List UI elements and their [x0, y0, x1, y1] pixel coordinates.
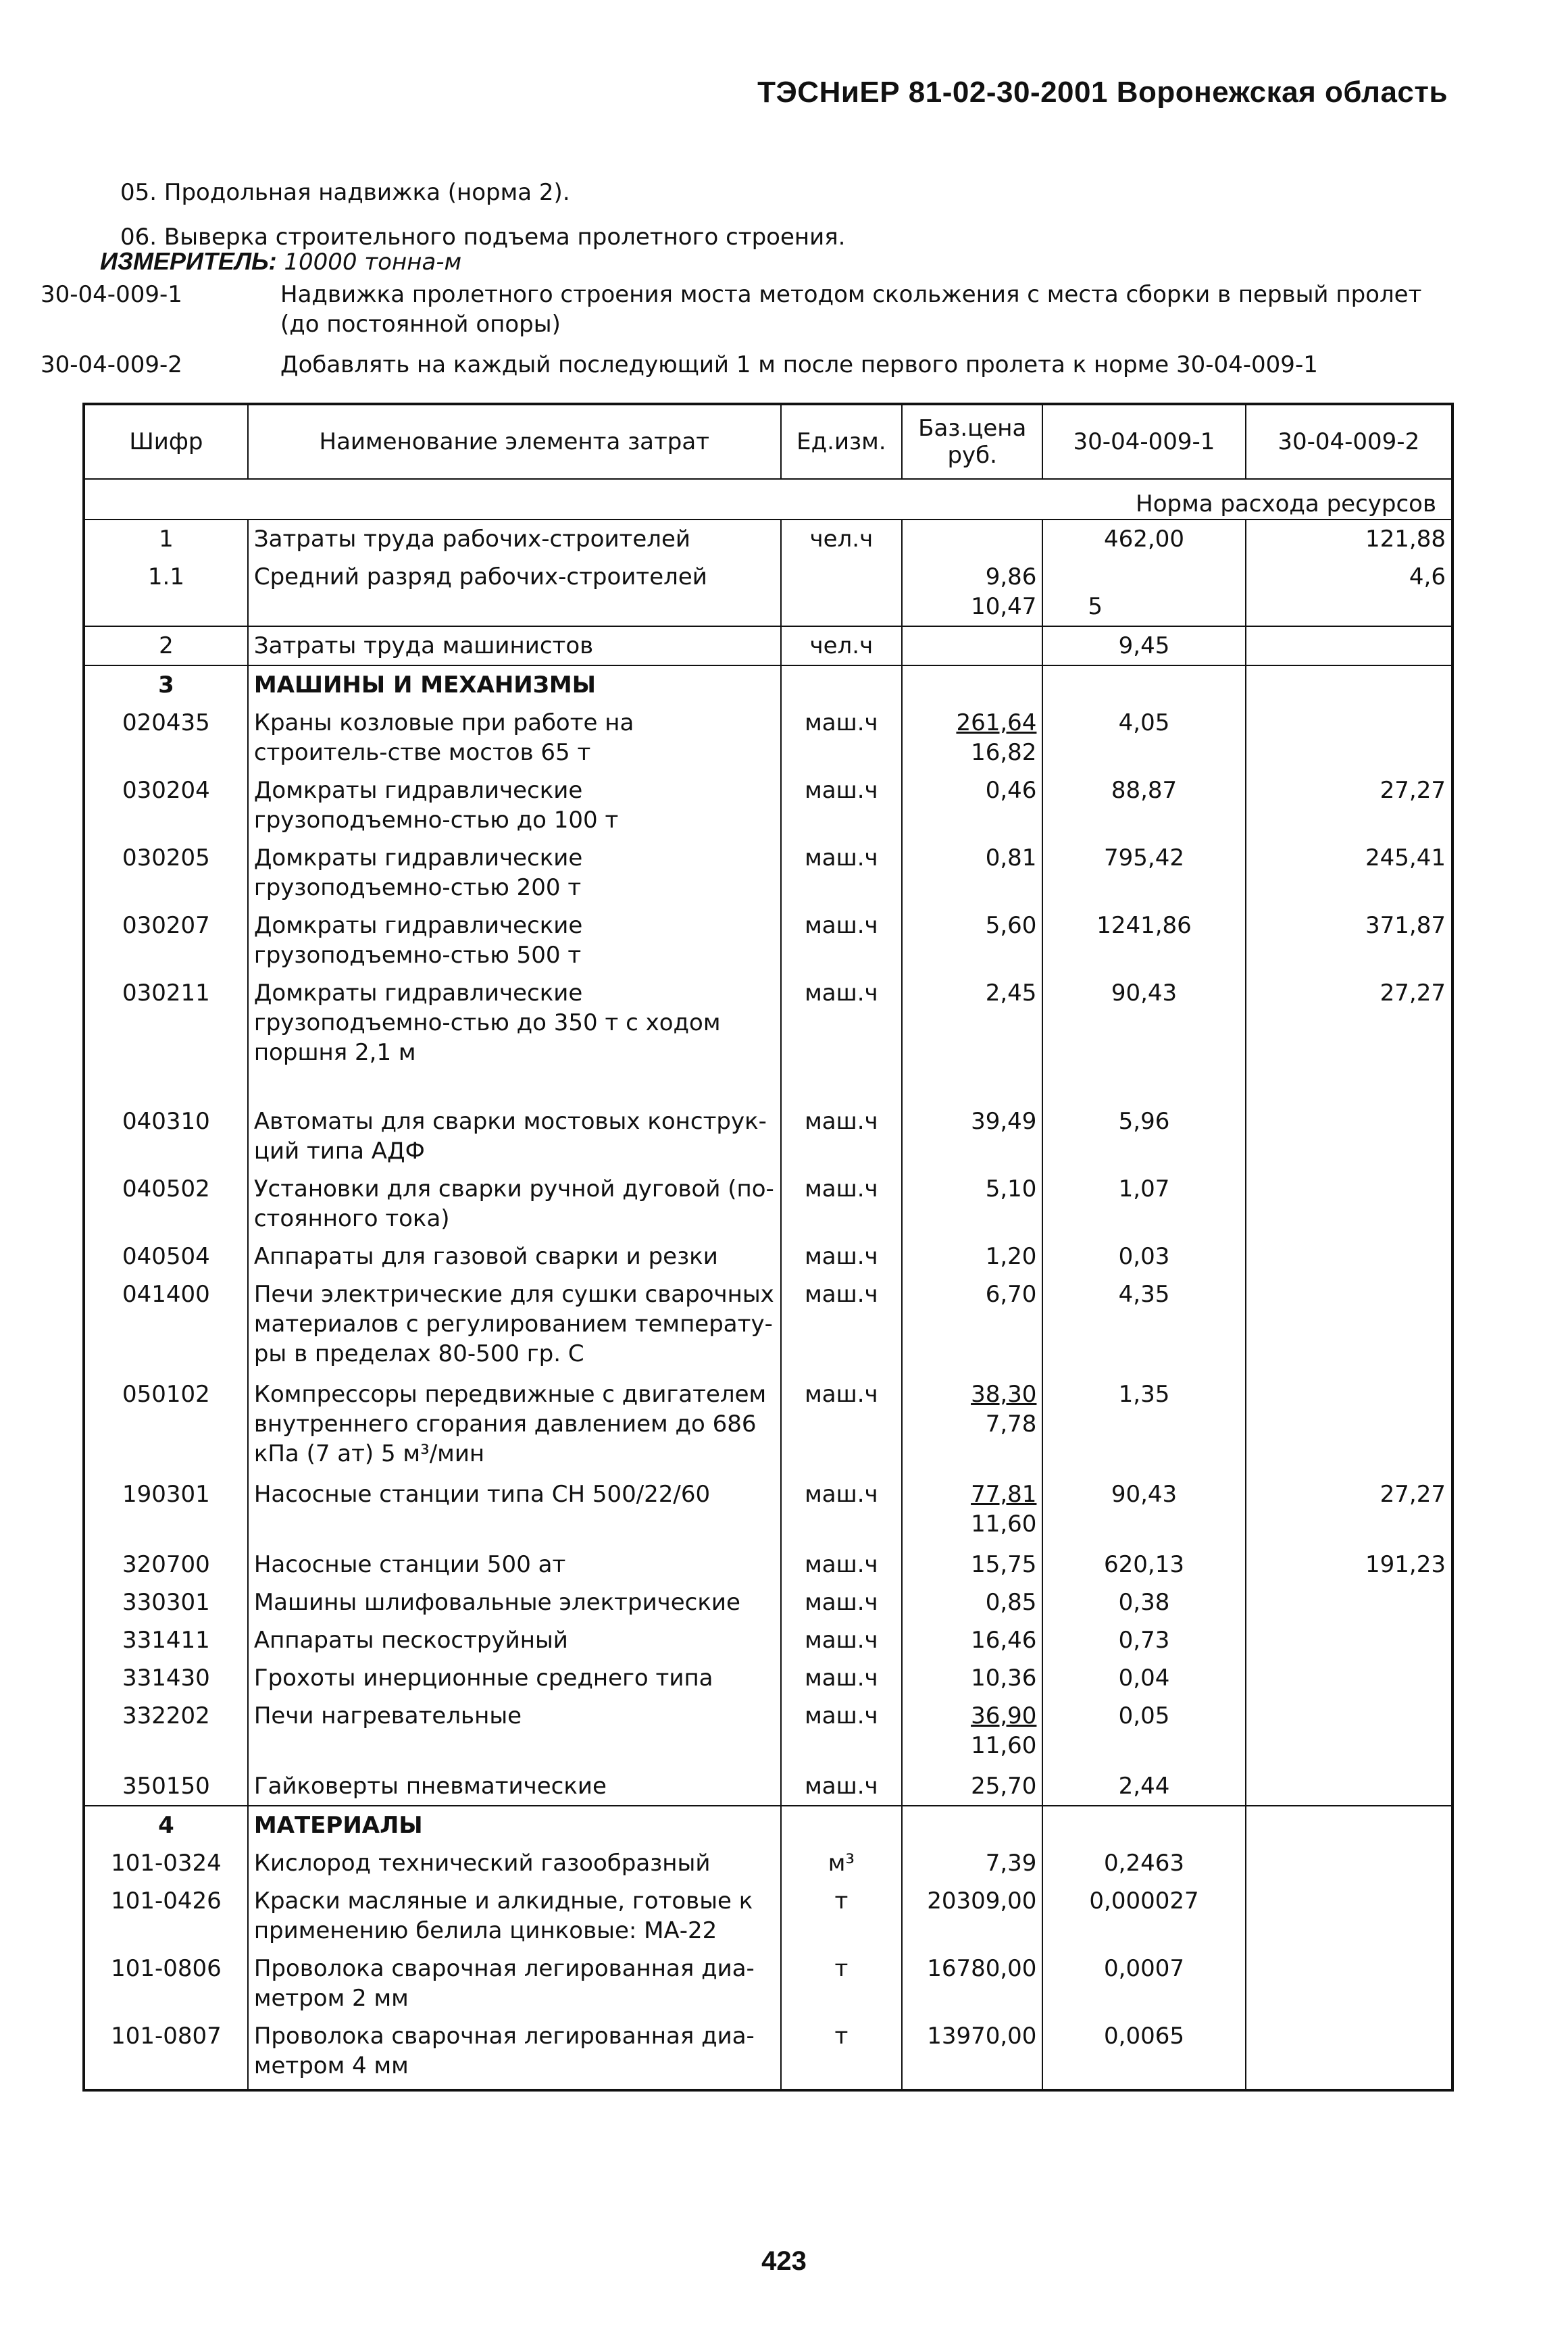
row-code: 330301 — [84, 1584, 248, 1621]
row-price — [902, 1170, 1042, 1238]
row-name: Грохоты инерционные среднего типа — [248, 1659, 781, 1697]
row-norm-1: 9,45 — [1042, 626, 1245, 665]
price-secondary-value: 7,78 — [985, 1411, 1037, 1438]
row-unit: маш.ч — [781, 974, 902, 1071]
row-norm-2: 27,27 — [1380, 1481, 1446, 1508]
price-value: 36,90 — [971, 1702, 1037, 1729]
row-price — [902, 558, 1042, 626]
table-row — [84, 2017, 1452, 2090]
row-norm-2 — [1246, 1071, 1452, 1170]
row-norm-1: 1,07 — [1042, 1170, 1245, 1238]
header-norm-1: 30-04-009-1 — [1042, 404, 1245, 479]
norm-description: Надвижка пролетного строения моста методом скольжения с места сборки в первый пролет (до постоянной опоры) — [280, 281, 1422, 338]
table-row — [84, 1882, 1452, 1950]
row-price — [902, 1621, 1042, 1659]
row-unit: чел.ч — [781, 520, 902, 558]
row-code: 030207 — [84, 907, 248, 974]
price-secondary-value: 10,47 — [971, 593, 1037, 620]
row-name: Печи электрические для сушки сварочных материалов с регулированием температу-ры в пределах 80-500 гр. С — [248, 1275, 781, 1373]
row-code: 030205 — [84, 839, 248, 907]
row-name: Машины шлифовальные электрические — [248, 1584, 781, 1621]
row-name: Гайковерты пневматические — [248, 1765, 781, 1806]
row-code: 020435 — [84, 704, 248, 771]
row-price — [902, 1806, 1042, 1844]
row-code: 332202 — [84, 1697, 248, 1765]
table-row — [84, 1621, 1452, 1659]
row-norm-1: 620,13 — [1042, 1543, 1245, 1584]
row-norm-1: 0,2463 — [1042, 1844, 1245, 1882]
row-norm-1: 0,0065 — [1042, 2017, 1245, 2090]
row-price — [902, 1765, 1042, 1806]
header-name: Наименование элемента затрат — [248, 404, 781, 479]
row-price — [902, 665, 1042, 704]
row-norm-2 — [1246, 1806, 1452, 1844]
row-norm-2 — [1246, 1844, 1452, 1882]
table-row — [84, 1950, 1452, 2017]
price-value: 5,60 — [985, 912, 1037, 939]
row-unit: маш.ч — [781, 1584, 902, 1621]
row-norm-1: 5,96 — [1042, 1071, 1245, 1170]
price-value: 16,46 — [971, 1627, 1037, 1654]
row-unit: маш.ч — [781, 1543, 902, 1584]
row-norm-1: 1241,86 — [1042, 907, 1245, 974]
price-value: 6,70 — [985, 1281, 1037, 1308]
row-norm-2: 27,27 — [1380, 980, 1446, 1007]
row-price — [902, 1238, 1042, 1275]
row-price — [902, 1844, 1042, 1882]
row-unit: маш.ч — [781, 704, 902, 771]
row-name: Насосные станции 500 ат — [248, 1543, 781, 1584]
row-unit: т — [781, 2017, 902, 2090]
row-price — [902, 1543, 1042, 1584]
document-header: ТЭСНиЕР 81-02-30-2001 Воронежская область — [757, 76, 1448, 109]
row-norm-2 — [1246, 704, 1452, 771]
row-price — [902, 1882, 1042, 1950]
row-norm-1: 90,43 — [1042, 974, 1245, 1071]
row-name: Установки для сварки ручной дуговой (по-стоянного тока) — [248, 1170, 781, 1238]
row-norm-2: 121,88 — [1246, 520, 1452, 558]
row-code: 101-0807 — [84, 2017, 248, 2090]
row-norm-2: 27,27 — [1380, 777, 1446, 804]
row-norm-2 — [1246, 1621, 1452, 1659]
price-value: 1,20 — [985, 1243, 1037, 1270]
row-norm-1: 1,35 — [1042, 1373, 1245, 1473]
row-unit: маш.ч — [781, 1170, 902, 1238]
row-code: 4 — [84, 1806, 248, 1844]
row-unit — [781, 665, 902, 704]
header-code: Шифр — [84, 404, 248, 479]
row-norm-2 — [1246, 1238, 1452, 1275]
price-value: 16780,00 — [927, 1955, 1037, 1982]
row-norm-2 — [1246, 1765, 1452, 1806]
norm-code-row — [41, 280, 1446, 339]
row-unit: маш.ч — [781, 907, 902, 974]
row-norm-1: 0,03 — [1042, 1238, 1245, 1275]
row-unit: т — [781, 1882, 902, 1950]
table-row — [84, 1543, 1452, 1584]
row-unit: маш.ч — [781, 1473, 902, 1543]
row-norm-1: 0,38 — [1042, 1584, 1245, 1621]
row-code: 320700 — [84, 1543, 248, 1584]
row-unit: маш.ч — [781, 771, 902, 839]
row-code: 1 — [84, 520, 248, 558]
row-name: Домкраты гидравлические грузоподъемно-стью до 100 т — [248, 771, 781, 839]
table-row — [84, 1170, 1452, 1238]
row-unit — [781, 1806, 902, 1844]
row-unit: маш.ч — [781, 1071, 902, 1170]
row-price — [902, 1659, 1042, 1697]
norm-code-row — [41, 350, 1446, 380]
row-code: 040310 — [84, 1071, 248, 1170]
row-name: Домкраты гидравлические грузоподъемно-стью до 350 т с ходом поршня 2,1 м — [248, 974, 781, 1071]
resource-table — [82, 403, 1454, 2092]
row-norm-1 — [1042, 1806, 1245, 1844]
price-value: 9,86 — [985, 563, 1037, 590]
table-row — [84, 626, 1452, 665]
row-name: Проволока сварочная легированная диа-метром 2 мм — [248, 1950, 781, 2017]
row-price — [902, 2017, 1042, 2090]
row-price — [902, 1373, 1042, 1473]
row-norm-1: 0,0007 — [1042, 1950, 1245, 2017]
row-name: МАТЕРИАЛЫ — [248, 1806, 781, 1844]
row-norm-1: 0,05 — [1042, 1697, 1245, 1765]
row-unit: маш.ч — [781, 1765, 902, 1806]
row-price — [902, 1275, 1042, 1373]
row-price — [902, 1473, 1042, 1543]
row-name: Автоматы для сварки мостовых конструк-ций типа АДФ — [248, 1071, 781, 1170]
work-step: 05. Продольная надвижка (норма 2). — [120, 179, 570, 206]
row-code: 030204 — [84, 771, 248, 839]
row-code: 041400 — [84, 1275, 248, 1373]
row-norm-2: 4,6 — [1409, 563, 1446, 590]
price-value: 77,81 — [971, 1481, 1037, 1508]
table-row — [84, 839, 1452, 907]
row-price — [902, 907, 1042, 974]
row-norm-1: 4,05 — [1042, 704, 1245, 771]
work-step: 06. Выверка строительного подъема пролетного строения. — [120, 224, 846, 251]
row-norm-2 — [1246, 665, 1452, 704]
row-unit: маш.ч — [781, 839, 902, 907]
row-norm-2 — [1246, 1275, 1452, 1373]
price-value: 13970,00 — [927, 2023, 1037, 2050]
table-row — [84, 771, 1452, 839]
row-unit: маш.ч — [781, 1373, 902, 1473]
row-unit: чел.ч — [781, 626, 902, 665]
row-price — [902, 704, 1042, 771]
row-norm-2 — [1246, 1659, 1452, 1697]
row-name: Средний разряд рабочих-строителей — [248, 558, 781, 626]
row-norm-2 — [1246, 1373, 1452, 1473]
row-price — [902, 626, 1042, 665]
row-unit: маш.ч — [781, 1697, 902, 1765]
row-norm-2 — [1246, 2017, 1452, 2090]
price-value: 39,49 — [971, 1108, 1037, 1135]
table-row — [84, 1238, 1452, 1275]
row-norm-2 — [1246, 1950, 1452, 2017]
row-price — [902, 839, 1042, 907]
row-code: 101-0426 — [84, 1882, 248, 1950]
table-row — [84, 665, 1452, 704]
table-row — [84, 1071, 1452, 1170]
row-name: Кислород технический газообразный — [248, 1844, 781, 1882]
price-value: 20309,00 — [927, 1888, 1037, 1915]
row-price — [902, 974, 1042, 1071]
row-name: Печи нагревательные — [248, 1697, 781, 1765]
row-norm-1: 0,000027 — [1042, 1882, 1245, 1950]
row-norm-2 — [1246, 1170, 1452, 1238]
row-norm-1: 795,42 — [1042, 839, 1245, 907]
price-secondary-value: 11,60 — [971, 1511, 1037, 1538]
table-row — [84, 1765, 1452, 1806]
row-name: Домкраты гидравлические грузоподъемно-стью 200 т — [248, 839, 781, 907]
price-value: 25,70 — [971, 1773, 1037, 1800]
row-norm-1: 0,04 — [1042, 1659, 1245, 1697]
row-price — [902, 1071, 1042, 1170]
row-unit: м³ — [781, 1844, 902, 1882]
norm-value — [1048, 562, 1239, 592]
row-norm-1: 0,73 — [1042, 1621, 1245, 1659]
row-name: МАШИНЫ И МЕХАНИЗМЫ — [248, 665, 781, 704]
row-norm-2: 371,87 — [1365, 912, 1446, 939]
row-name: Затраты труда машинистов — [248, 626, 781, 665]
row-norm-1 — [1042, 558, 1245, 626]
table-row — [84, 1275, 1452, 1373]
row-name: Проволока сварочная легированная диа-метром 4 мм — [248, 2017, 781, 2090]
price-value: 10,36 — [971, 1665, 1037, 1692]
row-price — [902, 1584, 1042, 1621]
price-value: 0,46 — [985, 777, 1037, 804]
price-value: 0,81 — [985, 844, 1037, 871]
row-code: 101-0324 — [84, 1844, 248, 1882]
row-norm-2 — [1246, 626, 1452, 665]
row-norm-1: 88,87 — [1042, 771, 1245, 839]
row-norm-1 — [1042, 665, 1245, 704]
row-norm-2: 245,41 — [1365, 844, 1446, 871]
row-code: 3 — [84, 665, 248, 704]
table-header-row — [84, 404, 1452, 479]
row-price — [902, 1697, 1042, 1765]
row-norm-2: 191,23 — [1365, 1551, 1446, 1578]
row-unit: т — [781, 1950, 902, 2017]
row-norm-1: 462,00 — [1042, 520, 1245, 558]
table-row — [84, 1697, 1452, 1765]
measure-label: ИЗМЕРИТЕЛЬ: — [100, 247, 277, 275]
row-code: 050102 — [84, 1373, 248, 1473]
row-norm-1: 2,44 — [1042, 1765, 1245, 1806]
norm-label-row — [84, 479, 1452, 520]
row-unit: маш.ч — [781, 1621, 902, 1659]
row-name: Краны козловые при работе на строитель-стве мостов 65 т — [248, 704, 781, 771]
row-norm-2 — [1246, 1697, 1452, 1765]
table-row — [84, 1584, 1452, 1621]
row-code: 350150 — [84, 1765, 248, 1806]
price-value: 38,30 — [971, 1381, 1037, 1408]
norm-label: Норма расхода ресурсов — [1136, 490, 1436, 517]
row-price — [902, 520, 1042, 558]
price-value: 7,39 — [985, 1850, 1037, 1877]
row-name: Затраты труда рабочих-строителей — [248, 520, 781, 558]
row-name: Аппараты для газовой сварки и резки — [248, 1238, 781, 1275]
table-row — [84, 1473, 1452, 1543]
table-row — [84, 1844, 1452, 1882]
table-row — [84, 520, 1452, 558]
table-row — [84, 704, 1452, 771]
row-norm-1: 90,43 — [1042, 1473, 1245, 1543]
row-price — [902, 771, 1042, 839]
row-norm-2 — [1246, 1584, 1452, 1621]
price-value: 261,64 — [956, 709, 1037, 736]
norm-secondary-value: 5 — [1088, 593, 1103, 620]
row-unit — [781, 558, 902, 626]
row-unit: маш.ч — [781, 1659, 902, 1697]
table-row — [84, 558, 1452, 626]
row-code: 030211 — [84, 974, 248, 1071]
row-code: 040504 — [84, 1238, 248, 1275]
measure-value: 10000 тонна-м — [284, 249, 462, 276]
price-value: 2,45 — [985, 980, 1037, 1007]
row-code: 331430 — [84, 1659, 248, 1697]
row-code: 101-0806 — [84, 1950, 248, 2017]
row-code: 1.1 — [84, 558, 248, 626]
row-name: Аппараты пескоструйный — [248, 1621, 781, 1659]
norm-code: 30-04-009-2 — [41, 351, 182, 378]
norm-codes — [41, 280, 1446, 390]
work-steps — [120, 170, 845, 259]
row-code: 190301 — [84, 1473, 248, 1543]
row-unit: маш.ч — [781, 1238, 902, 1275]
page-number: 423 — [761, 2246, 807, 2276]
table-row — [84, 907, 1452, 974]
row-name: Компрессоры передвижные с двигателем внутреннего сгорания давлением до 686 кПа (7 ат) 5 м³/мин — [248, 1373, 781, 1473]
row-code: 331411 — [84, 1621, 248, 1659]
price-secondary-value: 16,82 — [971, 739, 1037, 766]
table-row — [84, 974, 1452, 1071]
row-price — [902, 1950, 1042, 2017]
table-body — [84, 479, 1452, 2090]
table-row — [84, 1806, 1452, 1844]
price-secondary-value: 11,60 — [971, 1732, 1037, 1759]
row-norm-2 — [1246, 1882, 1452, 1950]
row-norm-1: 4,35 — [1042, 1275, 1245, 1373]
table-row — [84, 1373, 1452, 1473]
row-code: 2 — [84, 626, 248, 665]
row-name: Краски масляные и алкидные, готовые к применению белила цинковые: МА-22 — [248, 1882, 781, 1950]
norm-code: 30-04-009-1 — [41, 281, 182, 308]
row-unit: маш.ч — [781, 1275, 902, 1373]
measure-line — [100, 247, 461, 276]
norm-description: Добавлять на каждый последующий 1 м после первого пролета к норме 30-04-009-1 — [280, 351, 1318, 378]
header-unit: Ед.изм. — [781, 404, 902, 479]
row-name: Домкраты гидравлические грузоподъемно-стью 500 т — [248, 907, 781, 974]
price-value: 5,10 — [985, 1175, 1037, 1202]
price-value: 0,85 — [985, 1589, 1037, 1616]
table-row — [84, 1659, 1452, 1697]
price-value: 15,75 — [971, 1551, 1037, 1578]
header-price: Баз.цена руб. — [902, 404, 1042, 479]
row-name: Насосные станции типа СН 500/22/60 — [248, 1473, 781, 1543]
row-code: 040502 — [84, 1170, 248, 1238]
header-norm-2: 30-04-009-2 — [1246, 404, 1452, 479]
